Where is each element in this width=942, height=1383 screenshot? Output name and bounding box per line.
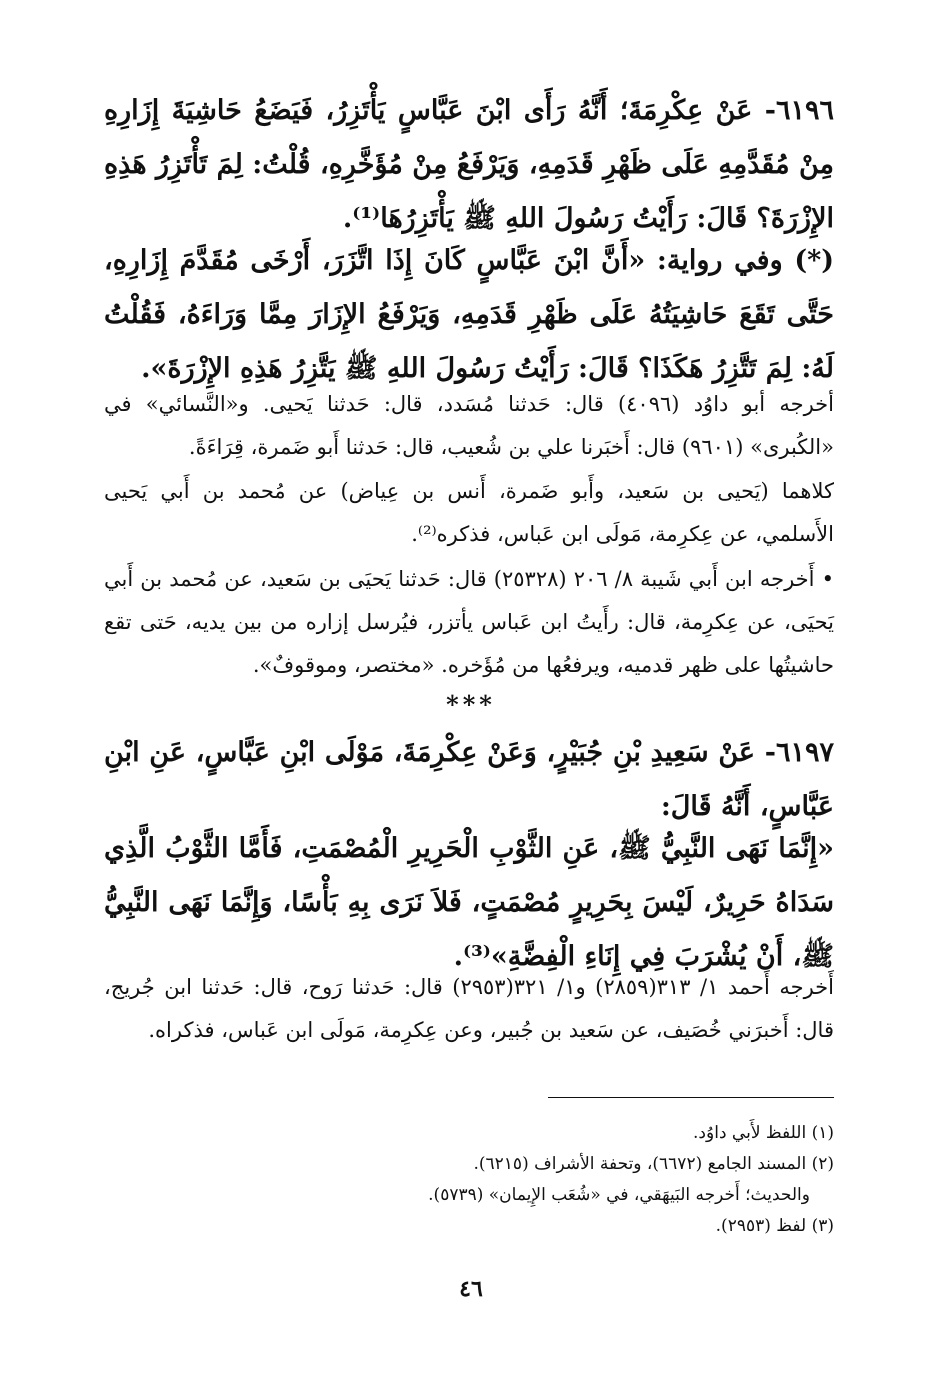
hadith-6197-text: ٦١٩٧- عَنْ سَعِيدِ بْنِ جُبَيْرٍ، وَعَنْ عِكْرِمَةَ، مَوْلَى ابْنِ عَبَّاسٍ، عَنِ ابْنِ عَبَّاسٍ، أَنَّهُ قَالَ: (104, 737, 834, 822)
hadith-6196-source-1: أخرجه أبو داوُد (٤٠٩٦) قال: حَدثنا مُسَدد، قال: حَدثنا يَحيى. و«النَّسائي» في «الكُبرى» (٩٦٠١) قال: أَخبَرنا علي بن شُعيب، قال: حَدثنا أَبو ضَمرة، قِرَاءَةً. (104, 392, 834, 459)
hadith-6196-alternate-narration: (*) وفي رواية: «أَنَّ ابْنَ عَبَّاسٍ كَانَ إِذَا اتَّزَرَ، أَرْخَى مُقَدَّمَ إِزَارِهِ، حَتَّى تَقَعَ حَاشِيَتُهُ عَلَى ظَهْرِ قَدَمِهِ، وَيَرْفَعُ الإِزَارَ مِمَّا وَرَاءَهُ، فَقُلْتُ لَهُ: لِمَ تَتَّزِرُ هَكَذَا؟ قَالَ: رَأَيْتُ رَسُولَ اللهِ ﷺ يَتَّزِرُ هَذِهِ الإِزْرَةَ». (104, 245, 834, 384)
footnotes (300, 1118, 834, 1242)
footnote-2: (٢) المسند الجامع (٦٦٧٢)، وتحفة الأشراف (٦٢١٥). (473, 1154, 834, 1174)
hadith-6197-quote: «إِنَّمَا نَهَى النَّبِيُّ ﷺ، عَنِ الثَّوْبِ الْحَرِيرِ الْمُصْمَتِ، فَأَمَّا الثَّوْبُ الَّذِي سَدَاهُ حَرِيرٌ، لَيْسَ بِحَرِيرٍ مُصْمَتٍ، فَلاَ نَرَى بِهِ بَأْسًا، وَإِنَّمَا نَهَى النَّبِيُّ ﷺ، أَنْ يُشْرَبَ فِي إِنَاءِ الْفِضَّةِ»⁽³⁾. (104, 833, 834, 972)
hadith-6196-text: ٦١٩٦- عَنْ عِكْرِمَةَ؛ أَنَّهُ رَأَى ابْنَ عَبَّاسٍ يَأْتَزِرُ، فَيَضَعُ حَاشِيَةَ إِزَارِهِ مِنْ مُقَدَّمِهِ عَلَى ظَهْرِ قَدَمِهِ، وَيَرْفَعُ مِنْ مُؤَخَّرِهِ، قُلْتُ: لِمَ تَأْتَزِرُ هَذِهِ الإِزْرَةَ؟ قَالَ: رَأَيْتُ رَسُولَ اللهِ ﷺ يَأْتَزِرُهَا⁽¹⁾. (104, 95, 834, 234)
footnote-divider (548, 1097, 834, 1098)
hadith-6197-source: أَخرجه أَحمد ١/ ٣١٣(٢٨٥٩) و١/ ٣٢١(٢٩٥٣) قال: حَدثنا رَوح، قال: حَدثنا ابن جُريج، قال: أَخبرَني خُصَيف، عن سَعيد بن جُبير، وعن عِكرِمة، مَولَى ابن عَباس، فذكراه. (104, 975, 834, 1042)
hadith-6196-source-2: كلاهما (يَحيى بن سَعيد، وأَبو ضَمرة، أَنس بن عِياض) عن مُحمد بن أَبي يَحيى الأَسلمي، عن عِكرِمة، مَولَى ابن عَباس، فذكره⁽²⁾. (104, 479, 834, 546)
footnote-2-continuation: والحديث؛ أَخرجه البَيهَقي، في «شُعَب الإِيمان» (٥٧٣٩). (428, 1185, 810, 1205)
hadith-6196-source-3: • أَخرجه ابن أَبي شَيبة ٨/ ٢٠٦ (٢٥٣٢٨) قال: حَدثنا يَحيَى بن سَعيد، عن مُحمد بن أَبي يَحيَى، عن عِكرِمة، قال: رأَيتُ ابن عَباس يأتزر، فيُرسل إزاره من بين يديه، حَتى تقع حاشيتُها على ظهر قدميه، ويرفعُها من مُؤَخره. «مختصر، وموقوفٌ». (104, 567, 834, 677)
footnote-3: (٣) لفظ (٢٩٥٣). (715, 1216, 834, 1236)
page-number: ٤٦ (459, 1276, 483, 1302)
section-separator: *** (446, 690, 496, 719)
footnote-1: (١) اللفظ لأَبي داوُد. (693, 1123, 834, 1143)
